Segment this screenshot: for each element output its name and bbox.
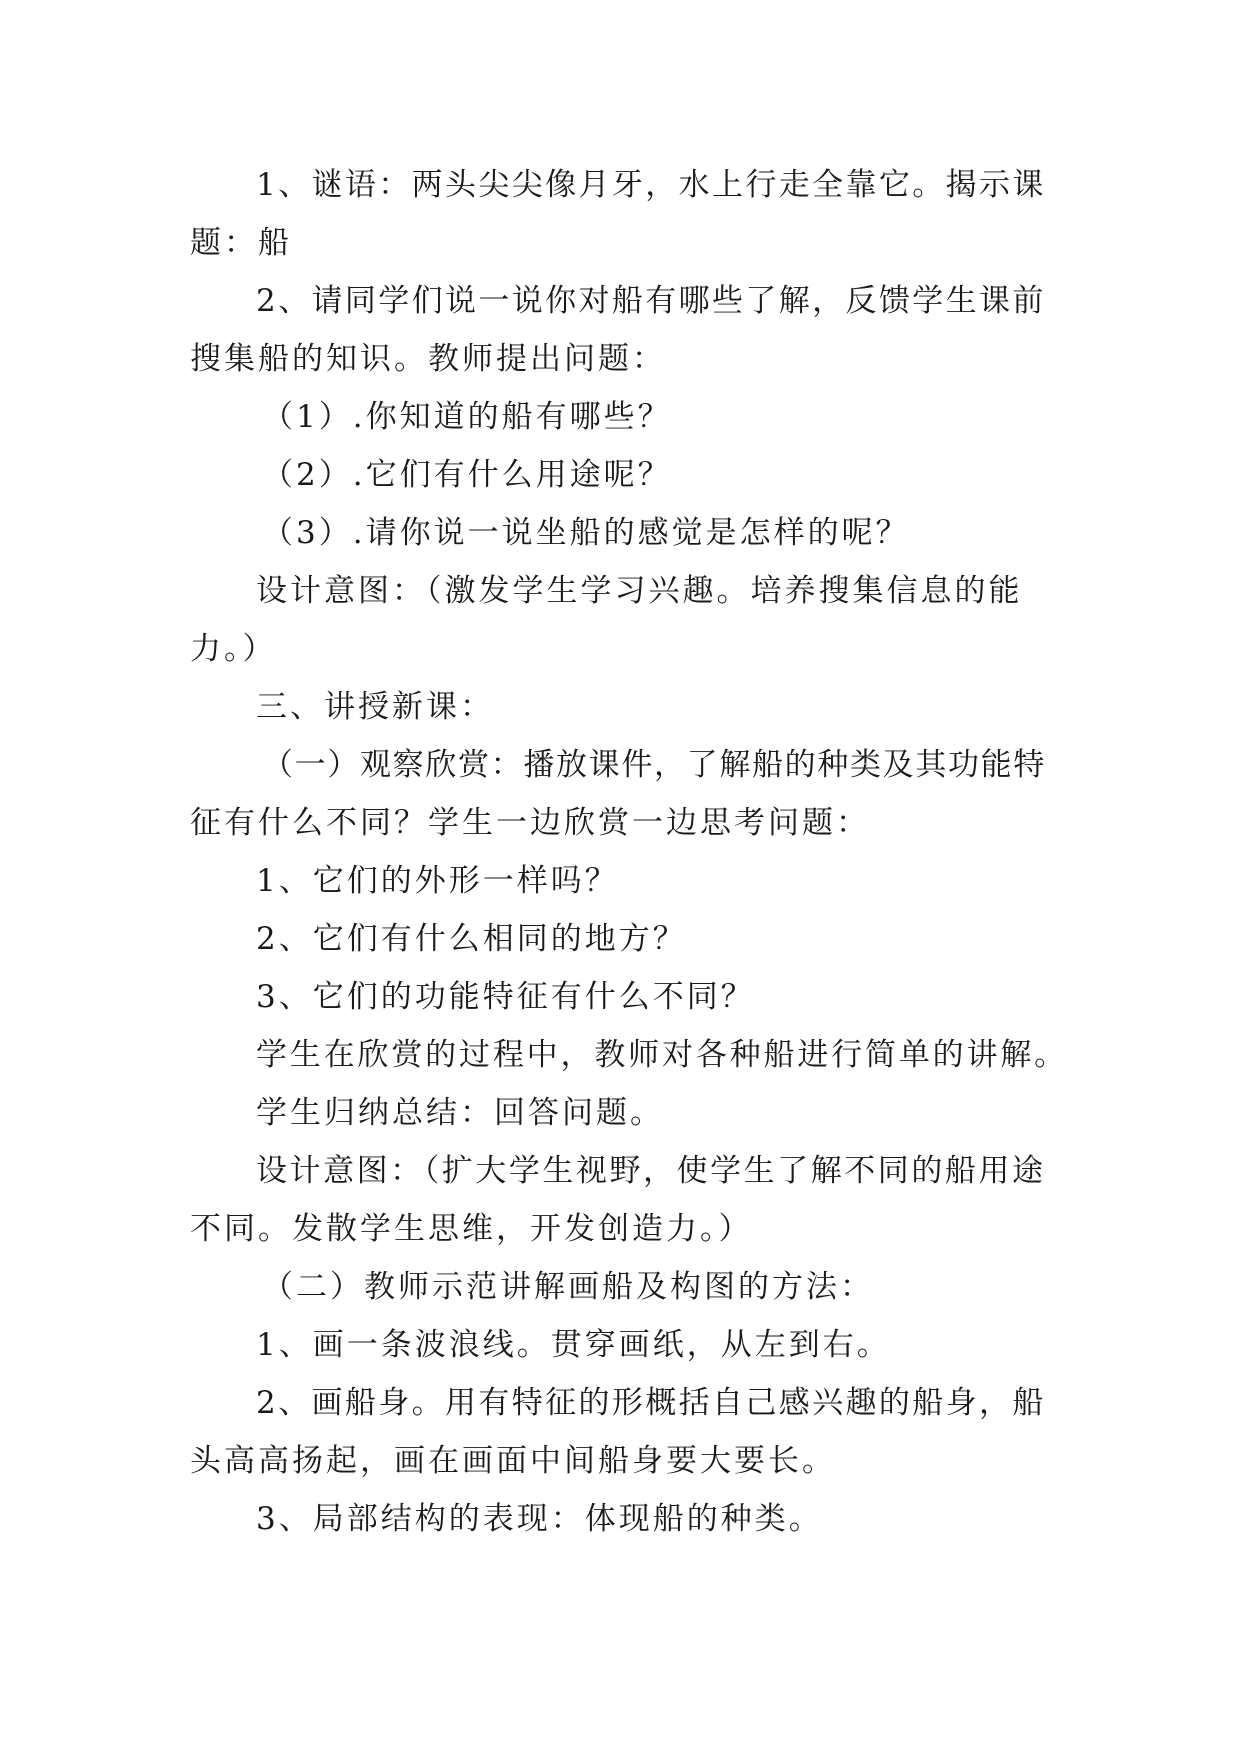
text-line: （一）观察欣赏：播放课件，了解船的种类及其功能特 [262,747,1046,783]
text-line: 2、画船身。用有特征的形概括自己感兴趣的船身，船 [256,1385,1046,1421]
text-line: 力。） [190,631,277,667]
text-line: 设计意图：（激发学生学习兴趣。培养搜集信息的能 [256,573,1023,609]
text-line: （2）.它们有什么用途呢？ [262,457,672,493]
text-line: 三、讲授新课： [256,689,494,725]
text-line: 1、它们的外形一样吗？ [256,863,619,899]
text-line: （二）教师示范讲解画船及构图的方法： [262,1269,874,1305]
text-line: （3）.请你说一说坐船的感觉是怎样的呢？ [262,515,910,551]
text-line: 1、谜语：两头尖尖像月牙，水上行走全靠它。揭示课 [256,167,1046,203]
text-line: 3、它们的功能特征有什么不同？ [256,979,755,1015]
text-line: （1）.你知道的船有哪些？ [262,399,672,435]
text-line: 搜集船的知识。教师提出问题： [190,341,666,377]
text-line: 不同。发散学生思维，开发创造力。） [190,1211,753,1247]
text-line: 题：船 [190,225,292,261]
text-line: 设计意图：（扩大学生视野，使学生了解不同的船用途 [256,1153,1046,1189]
text-line: 头高高扬起，画在画面中间船身要大要长。 [190,1443,836,1479]
text-line: 学生归纳总结：回答问题。 [256,1095,664,1131]
text-line: 学生在欣赏的过程中，教师对各种船进行简单的讲解。 [256,1037,1068,1073]
text-line: 3、局部结构的表现：体现船的种类。 [256,1501,823,1537]
text-line: 征有什么不同？学生一边欣赏一边思考问题： [190,805,870,841]
text-line: 2、它们有什么相同的地方？ [256,921,687,957]
text-line: 2、请同学们说一说你对船有哪些了解，反馈学生课前 [256,283,1046,319]
text-line: 1、画一条波浪线。贯穿画纸，从左到右。 [256,1327,891,1363]
